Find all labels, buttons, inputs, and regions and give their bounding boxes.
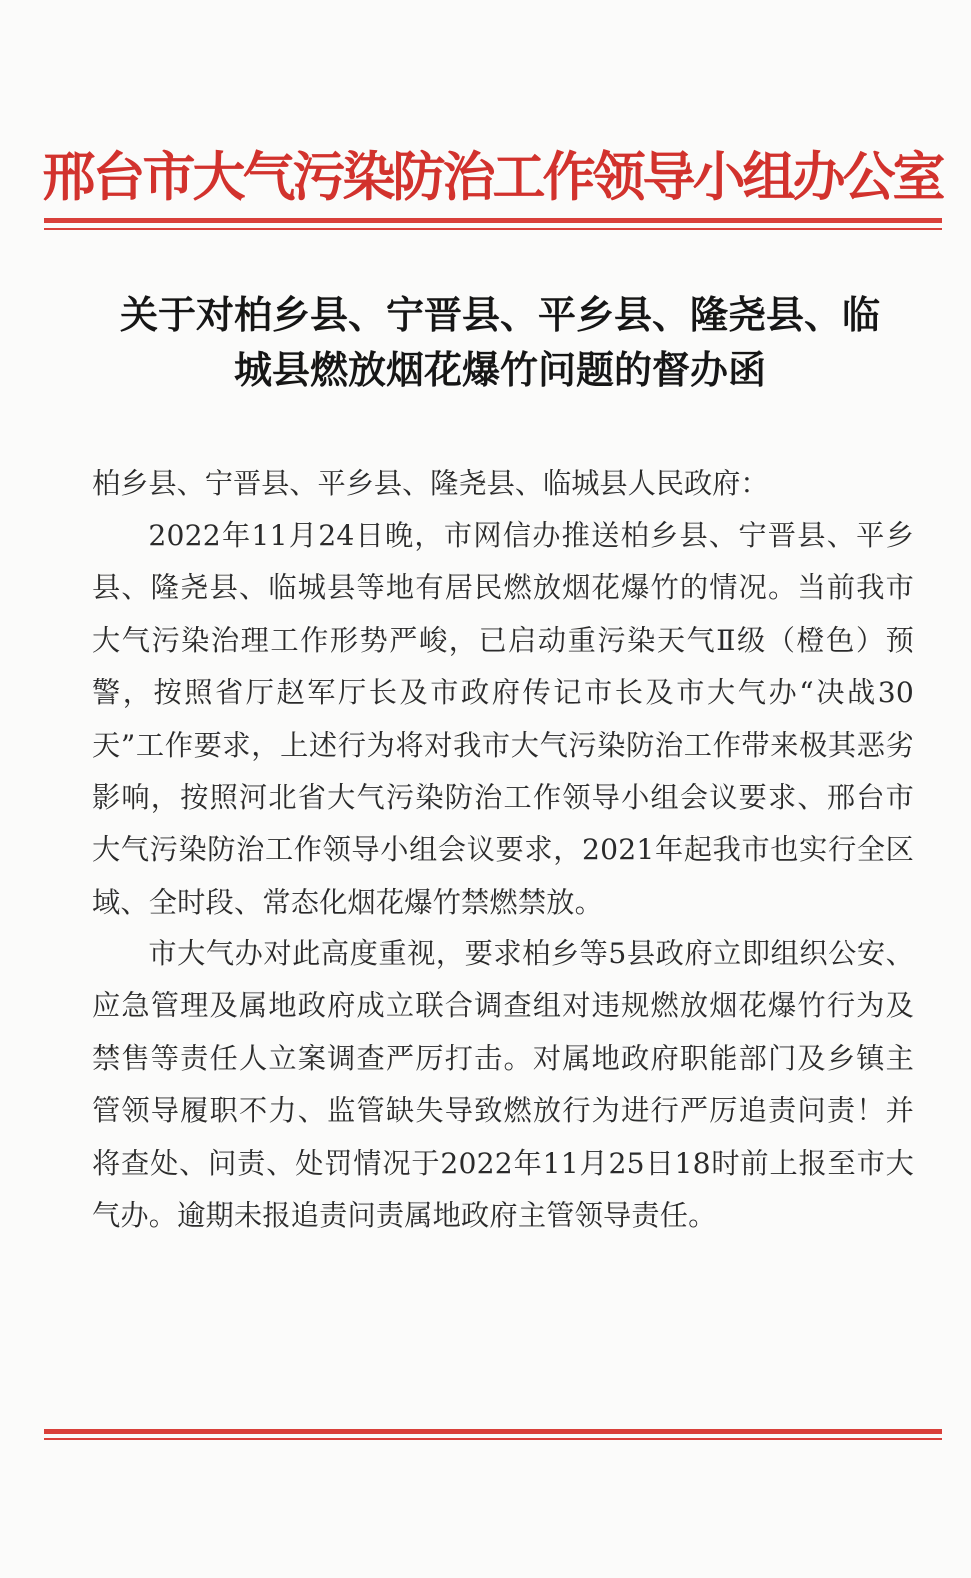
letterhead-rule-thin: [44, 228, 942, 230]
document-title: [70, 288, 930, 398]
body-paragraph-1: 2022年11月24日晚，市网信办推送柏乡县、宁晋县、平乡县、隆尧县、临城县等地有居民燃放烟花爆竹的情况。当前我市大气污染治理工作形势严峻，已启动重污染天气Ⅱ级（橙色）预警，按照省厅赵军厅长及市政府传记市长及市大气办“决战30天”工作要求，上述行为将对我市大气污染防治工作带来极其恶劣影响，按照河北省大气污染防治工作领导小组会议要求、邢台市大气污染防治工作领导小组会议要求，2021年起我市也实行全区域、全时段、常态化烟花爆竹禁燃禁放。: [92, 519, 914, 919]
salutation: 柏乡县、宁晋县、平乡县、隆尧县、临城县人民政府：: [92, 467, 769, 500]
document-title-line-2: 城县燃放烟花爆竹问题的督办函: [233, 348, 766, 392]
letterhead-rule-thick: [44, 218, 942, 223]
footer-rule-thin: [44, 1438, 942, 1440]
footer-rule-thick: [44, 1429, 942, 1434]
letterhead-org-name: 邢台市大气污染防治工作领导小组办公室: [42, 147, 943, 208]
document-title-line-1: 关于对柏乡县、宁晋县、平乡县、隆尧县、临: [119, 293, 880, 337]
body-paragraph-2: 市大气办对此高度重视，要求柏乡等5县政府立即组织公安、应急管理及属地政府成立联合调查组对违规燃放烟花爆竹行为及禁售等责任人立案调查严厉打击。对属地政府职能部门及乡镇主管领导履职不力、监管缺失导致燃放行为进行严厉追责问责！并将查处、问责、处罚情况于2022年11月25日18时前上报至市大气办。逾期未报追责问责属地政府主管领导责任。: [92, 937, 914, 1233]
